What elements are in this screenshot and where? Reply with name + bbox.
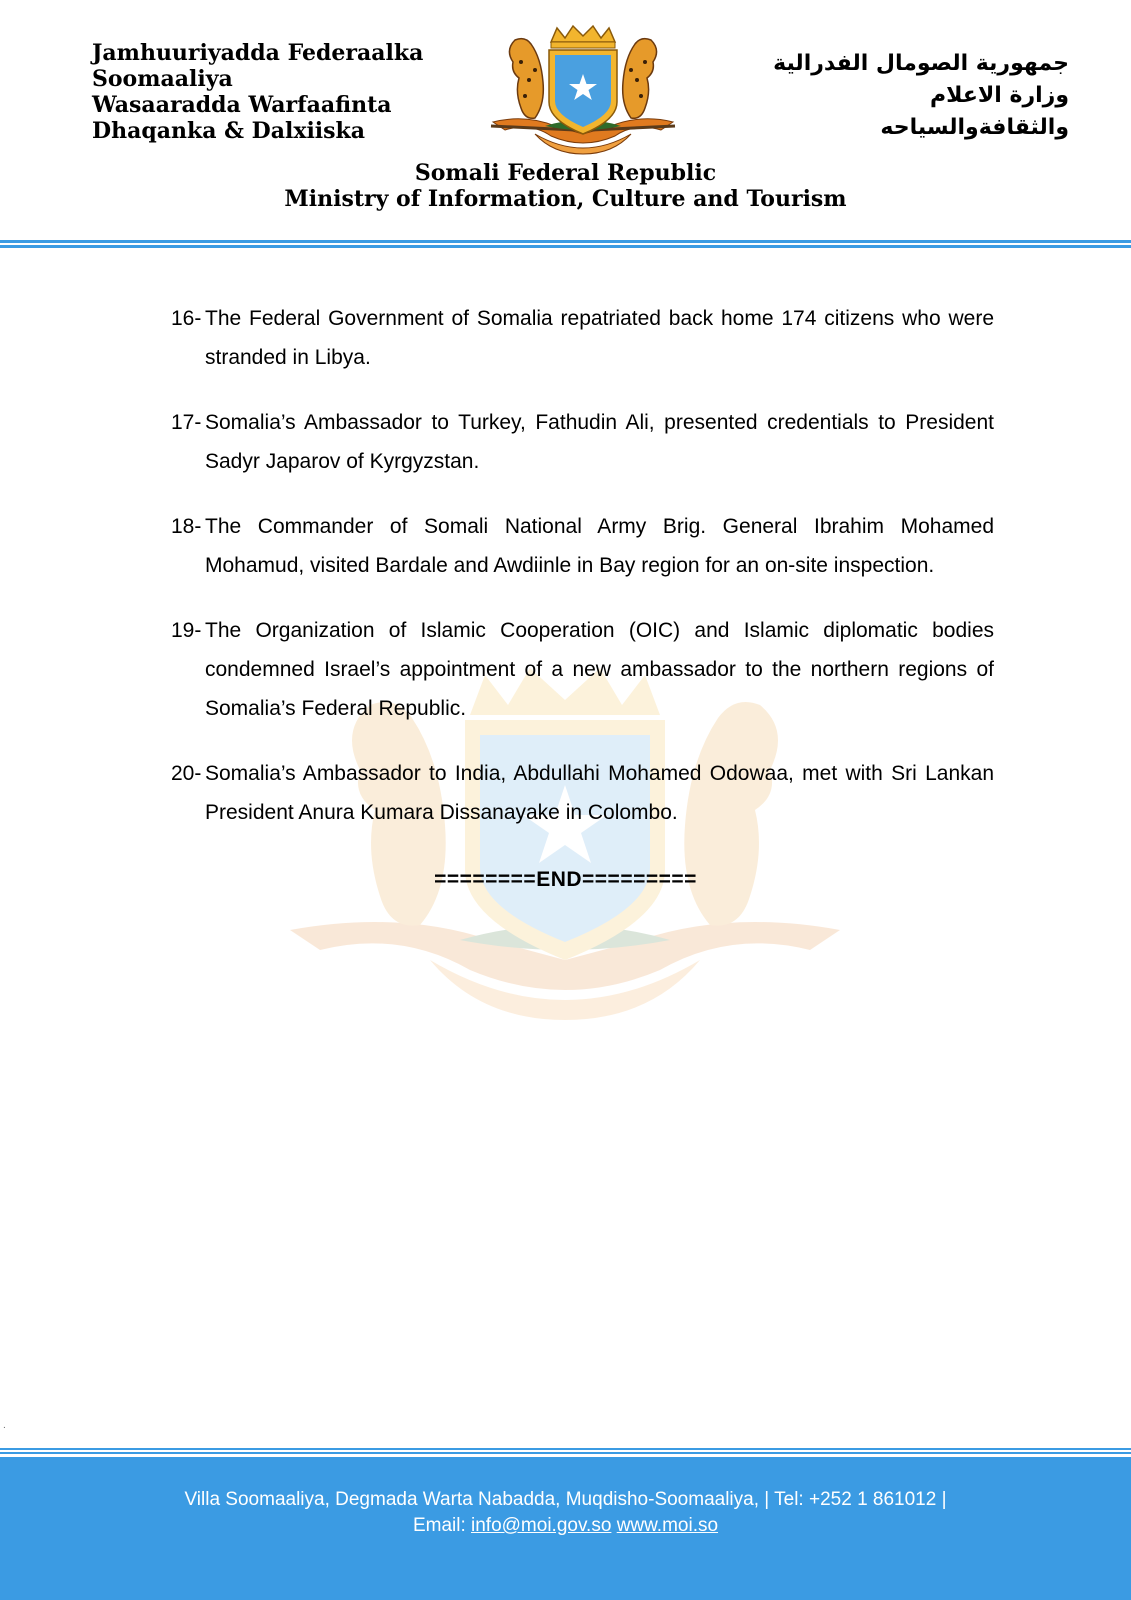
stray-mark: . xyxy=(3,1420,6,1431)
list-item xyxy=(171,299,994,377)
item-number: 20- xyxy=(171,762,202,785)
header-left-line: Soomaaliya xyxy=(92,66,233,92)
list-item xyxy=(171,403,994,481)
header-divider xyxy=(0,240,1131,250)
coat-of-arms-emblem xyxy=(485,22,681,162)
item-text: Somalia’s Ambassador to Turkey, Fathudin Ali, presented credentials to President Sadyr Japarov of Kyrgyzstan. xyxy=(205,411,994,473)
list-item xyxy=(171,507,994,585)
item-text: The Federal Government of Somalia repatriated back home 174 citizens who were stranded in Libya. xyxy=(205,307,994,369)
header-right-line: والثقافةوالسياحه xyxy=(880,115,1069,140)
item-text: Somalia’s Ambassador to India, Abdullahi Mohamed Odowaa, met with Sri Lankan President Anura Kumara Dissanayake in Colombo. xyxy=(205,762,994,824)
item-number: 18- xyxy=(171,515,202,538)
list-item xyxy=(171,754,994,832)
item-number: 16- xyxy=(171,307,202,330)
footer-address: Villa Soomaaliya, Degmada Warta Nabadda, Muqdisho-Soomaaliya, | Tel: +252 1 861012 | xyxy=(184,1489,947,1510)
website-link[interactable]: www.moi.so xyxy=(616,1515,719,1536)
news-list xyxy=(171,299,994,858)
footer-divider xyxy=(0,1448,1131,1454)
item-number: 17- xyxy=(171,411,202,434)
header-left-somali xyxy=(92,40,423,144)
end-marker: ========END========= xyxy=(434,868,697,891)
header-right-line: جمهورية الصومال الفدرالية xyxy=(773,51,1069,76)
email-label: Email: xyxy=(412,1515,466,1536)
header-left-line: Dhaqanka & Dalxiiska xyxy=(92,118,366,144)
header-right-line: وزارة الاعلام xyxy=(930,83,1069,108)
list-item xyxy=(171,611,994,728)
republic-title: Somali Federal Republic xyxy=(414,160,717,186)
item-number: 19- xyxy=(171,619,202,642)
email-link[interactable]: info@moi.gov.so xyxy=(471,1515,612,1536)
header-center-english xyxy=(0,160,1131,212)
footer xyxy=(0,1457,1131,1600)
footer-contact xyxy=(0,1513,1131,1539)
ministry-title: Ministry of Information, Culture and Tourism xyxy=(284,186,847,212)
item-text: The Organization of Islamic Cooperation (OIC) and Islamic diplomatic bodies condemned Israel’s appointment of a new ambassador to the northern regions of Somalia’s Federal Republic. xyxy=(205,619,994,720)
header-left-line: Wasaaradda Warfaafinta xyxy=(92,92,392,118)
header-right-arabic xyxy=(773,48,1069,144)
header-left-line: Jamhuuriyadda Federaalka xyxy=(92,40,424,66)
item-text: The Commander of Somali National Army Brig. General Ibrahim Mohamed Mohamud, visited Bardale and Awdiinle in Bay region for an on-site inspection. xyxy=(205,515,994,577)
